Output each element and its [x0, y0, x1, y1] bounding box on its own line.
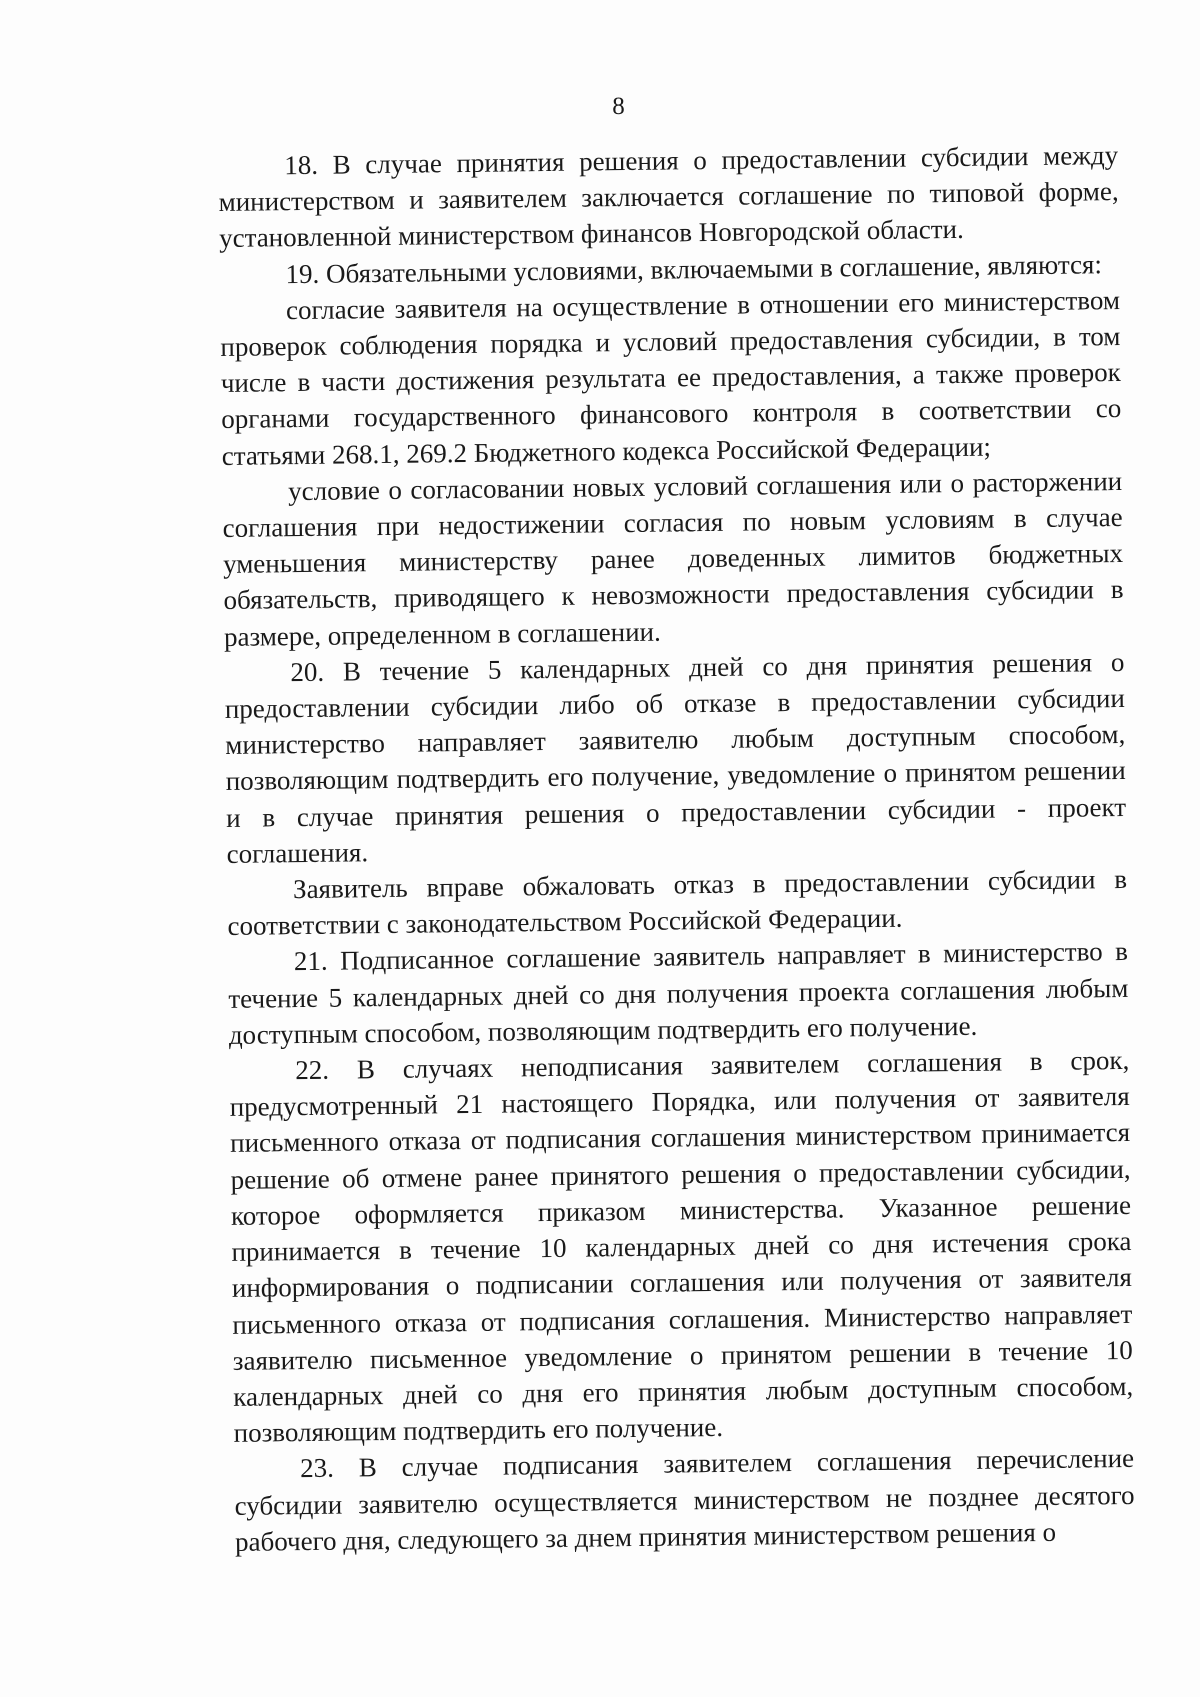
paragraph-23: 23. В случае подписания заявителем соглашения перечисление субсидии заявителю осуществляется министерством не позднее десятого рабочего дня, следующего за днем принятия министерством решения о	[234, 1443, 1135, 1557]
paragraph-19: 19. Обязательными условиями, включаемыми в соглашение, являются:	[285, 248, 1103, 289]
paragraph-19-condition-1: согласие заявителя на осуществление в отношении его министерством проверок соблюдения порядка и условий предоставления субсидии, в том числе в части достижения результата ее предоставления, а также проверок органами государственного финансового контроля в соответствии со статьями 268.1, 269.2 Бюджетного кодекса Российской Федерации;	[220, 284, 1122, 471]
paragraph-20-appeal: Заявитель вправе обжаловать отказ в предоставлении субсидии в соответствии с законодательством Российской Федерации.	[227, 864, 1128, 942]
paragraph-19-condition-2: условие о согласовании новых условий соглашения или о расторжении соглашения при недостижении согласия по новым условиям в случае уменьшения министерству ранее доведенных лимитов бюджетных обязательств, приводящего к невозможности предоставления субсидии в размере, определенном в соглашении.	[222, 465, 1124, 652]
document-body	[218, 137, 1135, 1560]
page-number: 8	[612, 93, 625, 120]
paragraph-22: 22. В случаях неподписания заявителем соглашения в срок, предусмотренный 21 настоящего Порядка, или получения от заявителя письменного отказа от подписания соглашения министерством принимается решение об отмене ранее принятого решения о предоставлении субсидии, которое оформляется приказом министерства. Указанное решение принимается в течение 10 календарных дней со дня истечения срока информирования о подписании соглашения или получения от заявителя письменного отказа от подписания соглашения. Министерство направляет заявителю письменное уведомление о принятом решении в течение 10 календарных дней со дня его принятия любым доступным способом, позволяющим подтвердить его получение.	[229, 1045, 1134, 1449]
paragraph-18: 18. В случае принятия решения о предоставлении субсидии между министерством и заявителем заключается соглашение по типовой форме, установленной министерством финансов Новгородской области.	[218, 140, 1119, 254]
paragraph-20: 20. В течение 5 календарных дней со дня принятия решения о предоставлении субсидии либо об отказе в предоставлении субсидии министерство направляет заявителю любым доступным способом, позволяющим подтвердить его получение, уведомление о принятом решении и в случае принятия решения о предоставлении субсидии - проект соглашения.	[224, 646, 1127, 869]
paragraph-21: 21. Подписанное соглашение заявитель направляет в министерство в течение 5 календарных дней со дня получения проекта соглашения любым доступным способом, позволяющим подтвердить его получение.	[228, 936, 1129, 1050]
